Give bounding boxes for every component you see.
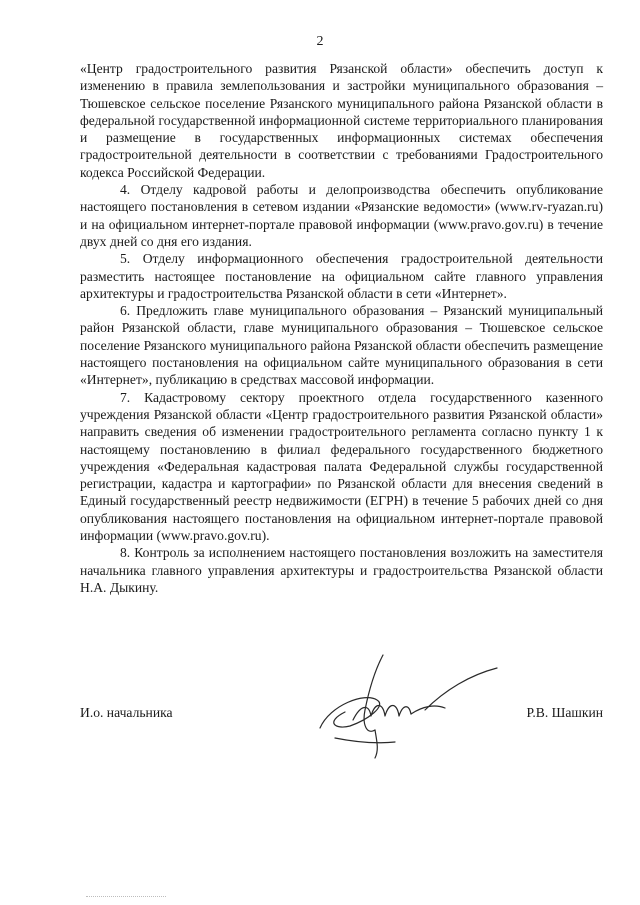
paragraph-item-7: 7. Кадастровому сектору проектного отдела государственного казенного учреждения Рязанской области «Центр градостроительного развития Рязанской области» направить сведения об изменении градостроительного регламента согласно пункту 1 к настоящему постановлению в филиал федерального государственного бюджетного учреждения «Федеральная кадастровая палата Федеральной службы государственной регистрации, кадастра и картографии» по Рязанской области для внесения сведений в Единый государственный реестр недвижимости (ЕГРН) в течение 5 рабочих дней со дня опубликования настоящего постановления на официальном интернет-портале правовой информации (www.pravo.gov.ru). xyxy=(80,389,603,544)
paragraph-continuation: «Центр градостроительного развития Рязанской области» обеспечить доступ к изменению в правила землепользования и застройки муниципального образования – Тюшевское сельское поселение Рязанского муниципального района Рязанской области в федеральной государственной информационной системе территориального планирования и размещение в государственных информационных системах обеспечения градостроительной деятельности в соответствии с требованиями Градостроительного кодекса Российской Федерации. xyxy=(80,61,603,180)
paragraph-item-4: 4. Отделу кадровой работы и делопроизводства обеспечить опубликование настоящего постановления в сетевом издании «Рязанские ведомости» (www.rv-ryazan.ru) и на официальном интернет-портале правовой информации (www.pravo.gov.ru) в течение двух дней со дня его издания. xyxy=(80,182,603,249)
paragraph-item-6: 6. Предложить главе муниципального образования – Рязанский муниципальный район Рязанской области, главе муниципального образования – Тюшевское сельское поселение Рязанского муниципального района Рязанской области обеспечить размещение настоящего постановления на официальном сайте муниципального образования в сети «Интернет», публикацию в средствах массовой информации. xyxy=(80,303,603,388)
signer-name: Р.В. Шашкин xyxy=(526,705,603,720)
document-body xyxy=(80,60,603,596)
signer-title: И.о. начальника xyxy=(80,705,173,720)
signature-row xyxy=(80,705,603,725)
paragraph-item-5: 5. Отделу информационного обеспечения градостроительной деятельности разместить настоящее постановление на официальном сайте главного управления архитектуры и градостроительства Рязанской области в сети «Интернет». xyxy=(80,251,603,301)
scan-artifact-line xyxy=(86,896,166,897)
paragraph-item-8: 8. Контроль за исполнением настоящего постановления возложить на заместителя начальника главного управления архитектуры и градостроительства Рязанской области Н.А. Дыкину. xyxy=(80,545,603,595)
page-number: 2 xyxy=(316,34,324,49)
